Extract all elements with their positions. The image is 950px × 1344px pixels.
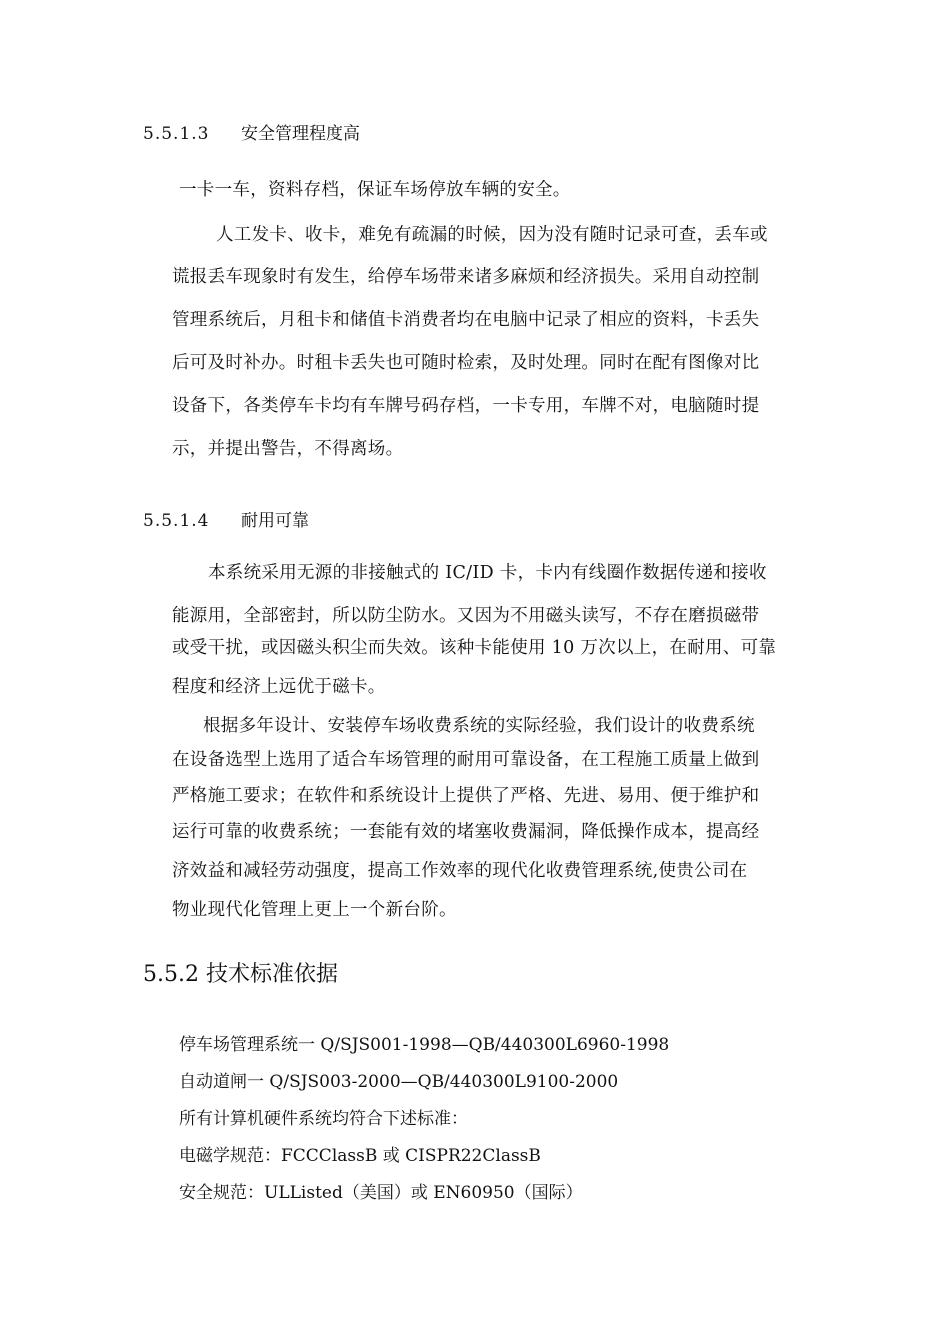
paragraph-line: 严格施工要求；在软件和系统设计上提供了严格、先进、易用、便于维护和 bbox=[172, 786, 760, 806]
paragraph-line: 后可及时补办。时租卡丢失也可随时检索，及时处理。同时在配有图像对比 bbox=[172, 353, 760, 373]
section-heading-5-5-1-3 bbox=[143, 122, 360, 146]
standard-item: 电磁学规范：FCCClassB 或 CISPR22ClassB bbox=[179, 1146, 541, 1166]
paragraph-line: 济效益和减轻劳动强度，提高工作效率的现代化收费管理系统,使贵公司在 bbox=[172, 861, 748, 881]
standard-item: 安全规范：ULListed（美国）或 EN60950（国际） bbox=[179, 1183, 583, 1203]
paragraph-line: 能源用，全部密封，所以防尘防水。又因为不用磁头读写，不存在磨损磁带 bbox=[172, 606, 760, 626]
paragraph-line: 在设备选型上选用了适合车场管理的耐用可靠设备，在工程施工质量上做到 bbox=[172, 750, 760, 770]
section-number: 5.5.1.3 bbox=[143, 124, 210, 144]
section-title: 安全管理程度高 bbox=[241, 124, 360, 144]
paragraph-line: 设备下，各类停车卡均有车牌号码存档，一卡专用，车牌不对，电脑随时提 bbox=[172, 396, 760, 416]
paragraph-line: 本系统采用无源的非接触式的 IC/ID 卡，卡内有线圈作数据传递和接收 bbox=[208, 563, 767, 583]
section-number: 5.5.1.4 bbox=[143, 511, 210, 531]
standard-item: 所有计算机硬件系统均符合下述标准： bbox=[179, 1109, 468, 1129]
paragraph-line: 物业现代化管理上更上一个新台阶。 bbox=[172, 900, 457, 920]
paragraph-line: 或受干扰，或因磁头积尘而失效。该种卡能使用 10 万次以上，在耐用、可靠 bbox=[172, 638, 777, 658]
standard-item: 自动道闸一 Q/SJS003-2000—QB/440300L9100-2000 bbox=[179, 1072, 619, 1092]
section-heading-5-5-2: 5.5.2 技术标准依据 bbox=[143, 962, 338, 987]
section-heading-5-5-1-4 bbox=[143, 509, 309, 533]
paragraph-line: 谎报丢车现象时有发生，给停车场带来诸多麻烦和经济损失。采用自动控制 bbox=[172, 267, 760, 287]
paragraph-line: 运行可靠的收费系统；一套能有效的堵塞收费漏洞，降低操作成本，提高经 bbox=[172, 822, 760, 842]
paragraph-line: 一卡一车，资料存档，保证车场停放车辆的安全。 bbox=[179, 180, 571, 200]
paragraph-line: 人工发卡、收卡，难免有疏漏的时候，因为没有随时记录可查，丢车或 bbox=[216, 225, 768, 245]
section-title: 耐用可靠 bbox=[241, 511, 309, 531]
paragraph-line: 程度和经济上远优于磁卡。 bbox=[172, 677, 386, 697]
paragraph-line: 管理系统后，月租卡和储值卡消费者均在电脑中记录了相应的资料，卡丢失 bbox=[172, 310, 760, 330]
paragraph-line: 示，并提出警告，不得离场。 bbox=[172, 439, 404, 459]
paragraph-line: 根据多年设计、安装停车场收费系统的实际经验，我们设计的收费系统 bbox=[203, 716, 755, 736]
standard-item: 停车场管理系统一 Q/SJS001-1998—QB/440300L6960-1998 bbox=[179, 1035, 670, 1055]
